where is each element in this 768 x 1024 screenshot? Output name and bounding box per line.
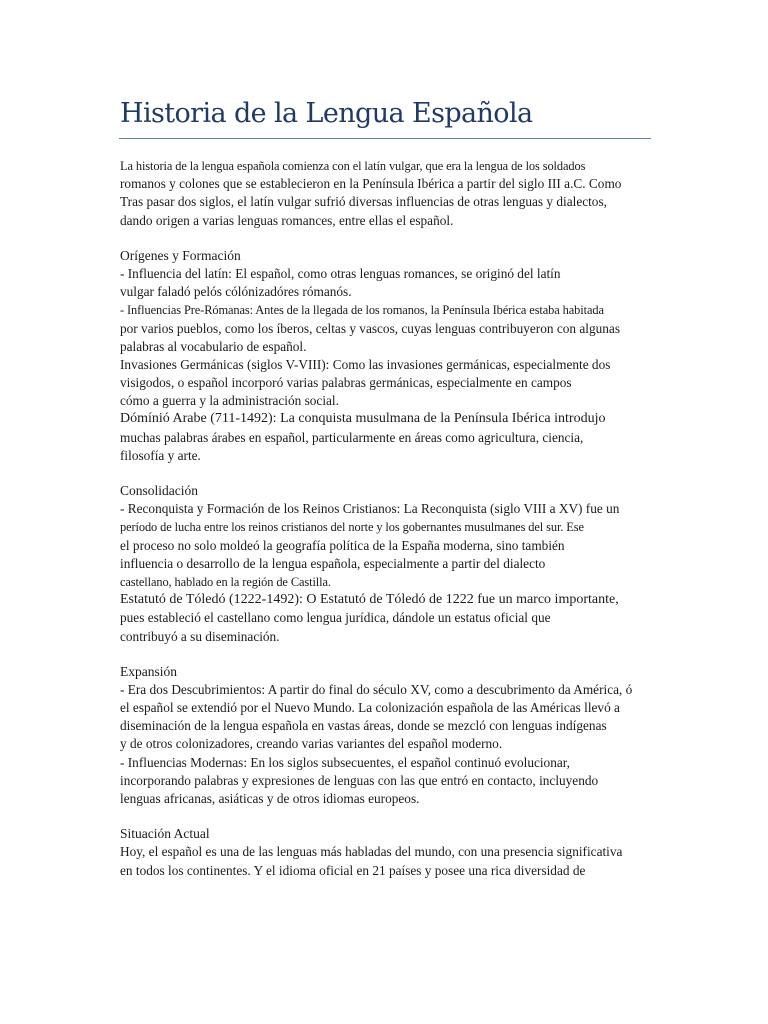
section-consolidacion xyxy=(120,482,660,646)
section-line: Dómínió Arabe (711-1492): La conquista musulmana de la Península Ibérica introdujo xyxy=(120,411,606,427)
section-heading: Situación Actual xyxy=(120,826,210,842)
section-situacion-actual xyxy=(120,825,660,880)
section-line: muchas palabras árabes en español, particularmente en áreas como agricultura, ciencia, xyxy=(120,429,584,445)
intro-line: romanos y colones que se establecieron en la Península Ibérica a partir del siglo III a.C. Como xyxy=(120,176,622,192)
section-line: lenguas africanas, asiáticas y de otros idiomas europeos. xyxy=(120,791,420,806)
section-line: Estatutó de Tóledó (1222-1492): O Estatutó de Tóledó de 1222 fue un marco importante, xyxy=(120,592,619,608)
paragraph-gap xyxy=(120,646,660,663)
section-line: el español se extendió por el Nuevo Mundo. La colonización española de las Américas llevó a xyxy=(120,700,620,716)
section-heading: Orígenes y Formación xyxy=(120,247,241,263)
section-line: palabras al vocabulario de español. xyxy=(120,338,307,354)
section-line: - Influencias Modernas: En los siglos subsecuentes, el español continuó evolucionar, xyxy=(120,754,570,770)
document-title: Historia de la Lengua Española xyxy=(120,98,533,129)
section-line: visigodos, o español incorporó varias palabras germánicas, especialmente en campos xyxy=(120,375,572,391)
section-line: - Reconquista y Formación de los Reinos Cristianos: La Reconquista (siglo VIII a XV) fue un xyxy=(120,501,620,517)
section-line: pues estableció el castellano como lengua jurídica, dándole un estatus oficial que xyxy=(120,610,551,626)
section-line: por varios pueblos, como los íberos, celtas y vascos, cuyas lenguas contribuyeron con algunas xyxy=(120,320,620,336)
section-line: influencia o desarrollo de la lengua española, especialmente a partir del dialecto xyxy=(120,555,546,571)
section-line: el proceso no solo moldeó la geografía política de la España moderna, sino también xyxy=(120,537,565,553)
title-underline xyxy=(119,138,651,139)
intro-paragraph xyxy=(120,157,660,230)
paragraph-gap xyxy=(120,465,660,482)
intro-line: Tras pasar dos siglos, el latín vulgar sufrió diversas influencias de otras lenguas y dialectos, xyxy=(120,194,607,210)
section-origenes xyxy=(120,247,660,465)
section-line: castellano, hablado en la región de Castilla. xyxy=(120,574,331,589)
section-line: incorporando palabras y expresiones de lenguas con las que entró en contacto, incluyendo xyxy=(120,772,599,788)
section-line: diseminación de la lengua española en vastas áreas, donde se mezcló con lenguas indígenas xyxy=(120,718,607,734)
intro-line: dando origen a varias lenguas romances, entre ellas el español. xyxy=(120,212,454,228)
section-line: - Influencia del latín: El español, como otras lenguas romances, se originó del latín xyxy=(120,265,561,281)
intro-line: La historia de la lengua española comienza con el latín vulgar, que era la lengua de los soldados xyxy=(120,159,586,173)
section-line: cómo a guerra y la administración social. xyxy=(120,393,339,409)
section-line: en todos los continentes. Y el idioma oficial en 21 países y posee una rica diversidad de xyxy=(120,862,586,878)
section-line: filosofía y arte. xyxy=(120,447,201,463)
section-expansion xyxy=(120,663,660,809)
section-heading: Consolidación xyxy=(120,483,198,498)
section-line: Hoy, el español es una de las lenguas más habladas del mundo, con una presencia significativa xyxy=(120,844,623,860)
section-line: Invasiones Germánicas (siglos V-VIII): Como las invasiones germánicas, especialmente dos xyxy=(120,356,611,372)
section-line: vulgar faladó pelós cólónizadóres rómanós. xyxy=(120,284,352,300)
section-line: - Influencias Pre-Rómanas: Antes de la llegada de los romanos, la Península Ibérica estaba habitada xyxy=(120,303,604,318)
section-line: - Era dos Descubrimientos: A partir do final do século XV, como a descubrimento da América, ó xyxy=(120,681,633,697)
document-body xyxy=(120,157,660,880)
section-heading: Expansión xyxy=(120,663,177,679)
paragraph-gap xyxy=(120,808,660,825)
section-line: contribuyó a su diseminación. xyxy=(120,628,280,644)
paragraph-gap xyxy=(120,230,660,247)
section-line: período de lucha entre los reinos cristianos del norte y los gobernantes musulmanes del sur. Ese xyxy=(120,520,584,535)
section-line: y de otros colonizadores, creando varias variantes del español moderno. xyxy=(120,736,503,752)
